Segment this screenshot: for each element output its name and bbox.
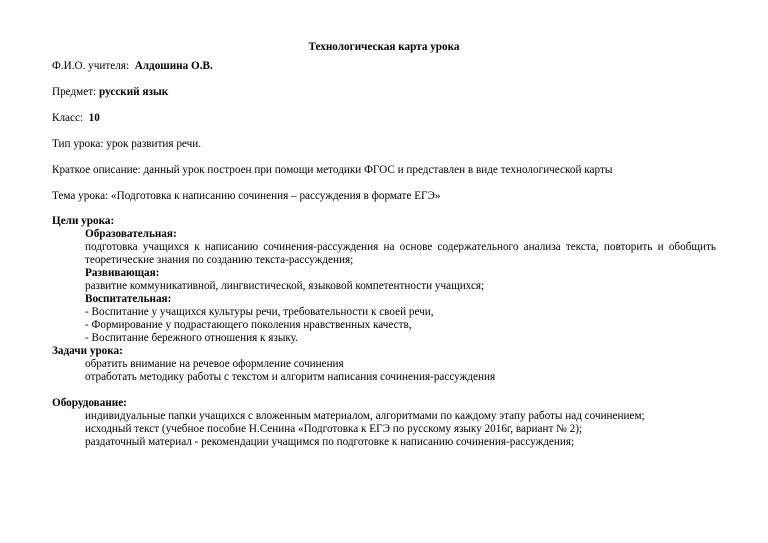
lesson-description: Краткое описание: данный урок построен при помощи методики ФГОС и представлен в виде технологической карты — [52, 164, 613, 176]
task-item: обратить внимание на речевое оформление сочинения — [85, 358, 344, 370]
equipment-item: раздаточный материал - рекомендации учащимся по подготовке к написанию сочинения-рассуждения; — [85, 436, 575, 448]
teacher-label: Ф.И.О. учителя: — [52, 60, 130, 72]
educational-goal-text: подготовка учащихся к написанию сочинения-рассуждения на основе содержательного анализа текста, повторить и обобщить теоретические знания по созданию текста-рассуждения; — [85, 241, 716, 266]
subject-label: Предмет: — [52, 86, 97, 98]
document-page — [52, 40, 716, 449]
equipment-item: индивидуальные папки учащихся с вложенным материалом, алгоритмами по каждому этапу работы над сочинением; — [85, 410, 645, 422]
developing-goal-text: развитие коммуникативной, лингвистической, языковой компетентности учащихся; — [85, 280, 485, 292]
goals-heading: Цели урока: — [52, 215, 115, 227]
document-title: Технологическая карта урока — [308, 41, 460, 53]
developing-goal-heading: Развивающая: — [85, 267, 160, 279]
equipment-heading: Оборудование: — [52, 397, 127, 409]
subject-row — [52, 85, 716, 99]
upbringing-goal-item: - Воспитание у учащихся культуры речи, требовательности к своей речи, — [85, 306, 434, 318]
goals-section — [52, 215, 716, 345]
grade-row — [52, 111, 716, 125]
subject-value: русский язык — [99, 86, 169, 98]
upbringing-goal-item: - Воспитание бережного отношения к языку. — [85, 332, 298, 344]
section-spacer — [52, 384, 716, 397]
educational-goal-heading: Образовательная: — [85, 228, 177, 240]
lesson-type: Тип урока: урок развития речи. — [52, 138, 202, 150]
upbringing-goal-item: - Формирование у подрастающего поколения нравственных качеств, — [85, 319, 412, 331]
tasks-heading: Задачи урока: — [52, 345, 123, 357]
teacher-row — [52, 59, 716, 73]
lesson-topic: Тема урока: «Подготовка к написанию сочинения – рассуждения в формате ЕГЭ» — [52, 190, 441, 202]
grade-label: Класс: — [52, 112, 84, 124]
task-item: отработать методику работы с текстом и алгоритм написания сочинения-рассуждения — [85, 371, 496, 383]
tasks-section — [52, 345, 716, 384]
equipment-section — [52, 397, 716, 449]
upbringing-goal-heading: Воспитательная: — [85, 293, 172, 305]
equipment-item: исходный текст (учебное пособие Н.Сенина «Подготовка к ЕГЭ по русскому языку 2016г, вариант № 2); — [85, 423, 583, 435]
teacher-name: Алдошина О.В. — [134, 60, 213, 72]
grade-value: 10 — [88, 112, 100, 124]
